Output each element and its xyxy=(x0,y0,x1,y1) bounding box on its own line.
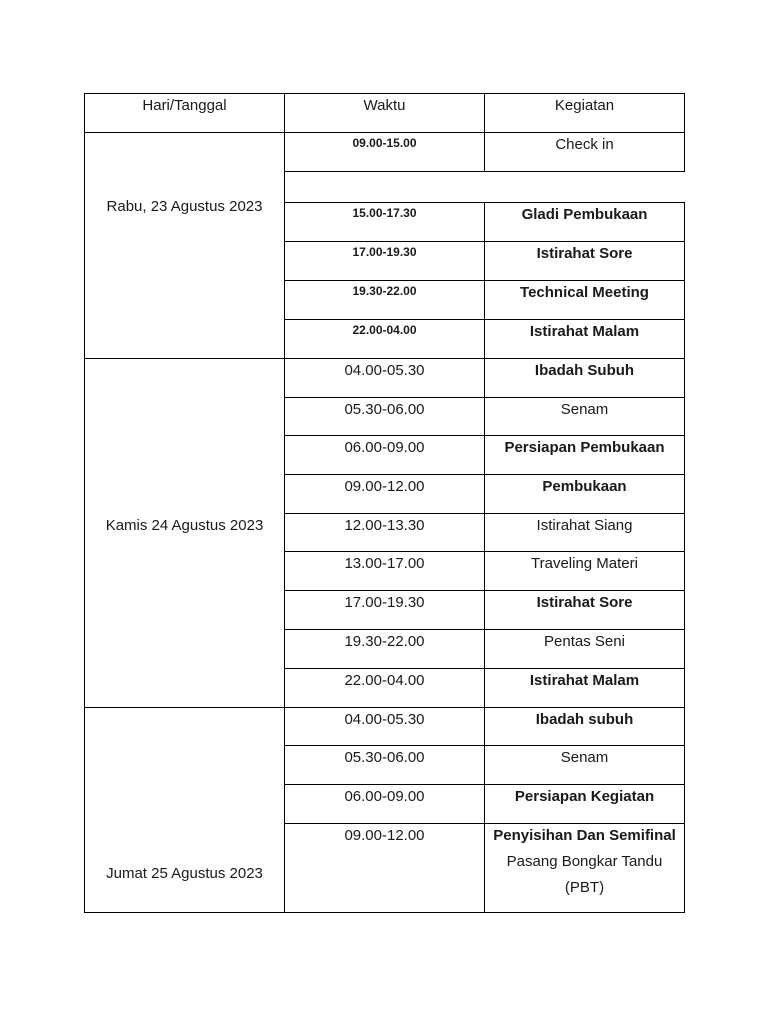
activity-cell: Ibadah Subuh xyxy=(534,362,635,379)
time-cell: 13.00-17.00 xyxy=(344,555,425,572)
activity-cell: Pembukaan xyxy=(542,478,627,495)
time-cell: 06.00-09.00 xyxy=(344,439,425,456)
time-cell: 09.00-15.00 xyxy=(352,136,417,150)
activity-cell: Technical Meeting xyxy=(520,284,649,301)
time-cell: 12.00-13.30 xyxy=(344,517,425,534)
activity-cell: Persiapan Pembukaan xyxy=(504,439,665,456)
activity-cell: Istirahat Siang xyxy=(536,517,633,534)
activity-cell: Pentas Seni xyxy=(544,633,625,650)
time-cell: 09.00-12.00 xyxy=(344,478,425,495)
time-cell: 05.30-06.00 xyxy=(344,749,425,766)
table-border-right xyxy=(684,202,685,913)
time-cell: 17.00-19.30 xyxy=(352,245,417,259)
activity-cell: Ibadah subuh xyxy=(535,711,634,728)
header-time: Waktu xyxy=(363,97,406,114)
time-cell: 17.00-19.30 xyxy=(344,594,425,611)
activity-line: Pasang Bongkar Tandu xyxy=(506,853,663,870)
activity-line: Penyisihan Dan Semifinal xyxy=(493,827,676,844)
time-cell: 22.00-04.00 xyxy=(344,672,425,689)
activity-cell: Istirahat Sore xyxy=(536,594,633,611)
time-cell: 09.00-12.00 xyxy=(344,827,425,844)
time-cell: 04.00-05.30 xyxy=(344,711,425,728)
day-label: Rabu, 23 Agustus 2023 xyxy=(106,198,263,215)
activity-cell: Senam xyxy=(560,401,609,418)
day-label: Jumat 25 Agustus 2023 xyxy=(106,865,263,882)
table-border-bottom xyxy=(84,912,685,913)
activity-cell: Traveling Materi xyxy=(531,555,638,572)
activity-cell: Istirahat Malam xyxy=(529,323,640,340)
header-day: Hari/Tanggal xyxy=(142,97,227,114)
time-cell: 05.30-06.00 xyxy=(344,401,425,418)
header-activity: Kegiatan xyxy=(554,97,615,114)
time-cell: 19.30-22.00 xyxy=(352,284,417,298)
activity-cell: Persiapan Kegiatan xyxy=(514,788,655,805)
time-cell: 19.30-22.00 xyxy=(344,633,425,650)
activity-cell: Istirahat Malam xyxy=(529,672,640,689)
activity-cell: Istirahat Sore xyxy=(536,245,633,262)
activity-line: (PBT) xyxy=(564,879,605,896)
time-cell: 22.00-04.00 xyxy=(352,323,417,337)
activity-cell: Gladi Pembukaan xyxy=(521,206,648,223)
activity-cell: Senam xyxy=(560,749,609,766)
activity-cell: Check in xyxy=(555,136,614,153)
time-cell: 15.00-17.30 xyxy=(352,206,417,220)
time-cell: 04.00-05.30 xyxy=(344,362,425,379)
time-cell: 06.00-09.00 xyxy=(344,788,425,805)
table-border-right xyxy=(684,93,685,172)
activity-cell-multiline xyxy=(485,823,684,901)
day-label: Kamis 24 Agustus 2023 xyxy=(105,517,264,534)
